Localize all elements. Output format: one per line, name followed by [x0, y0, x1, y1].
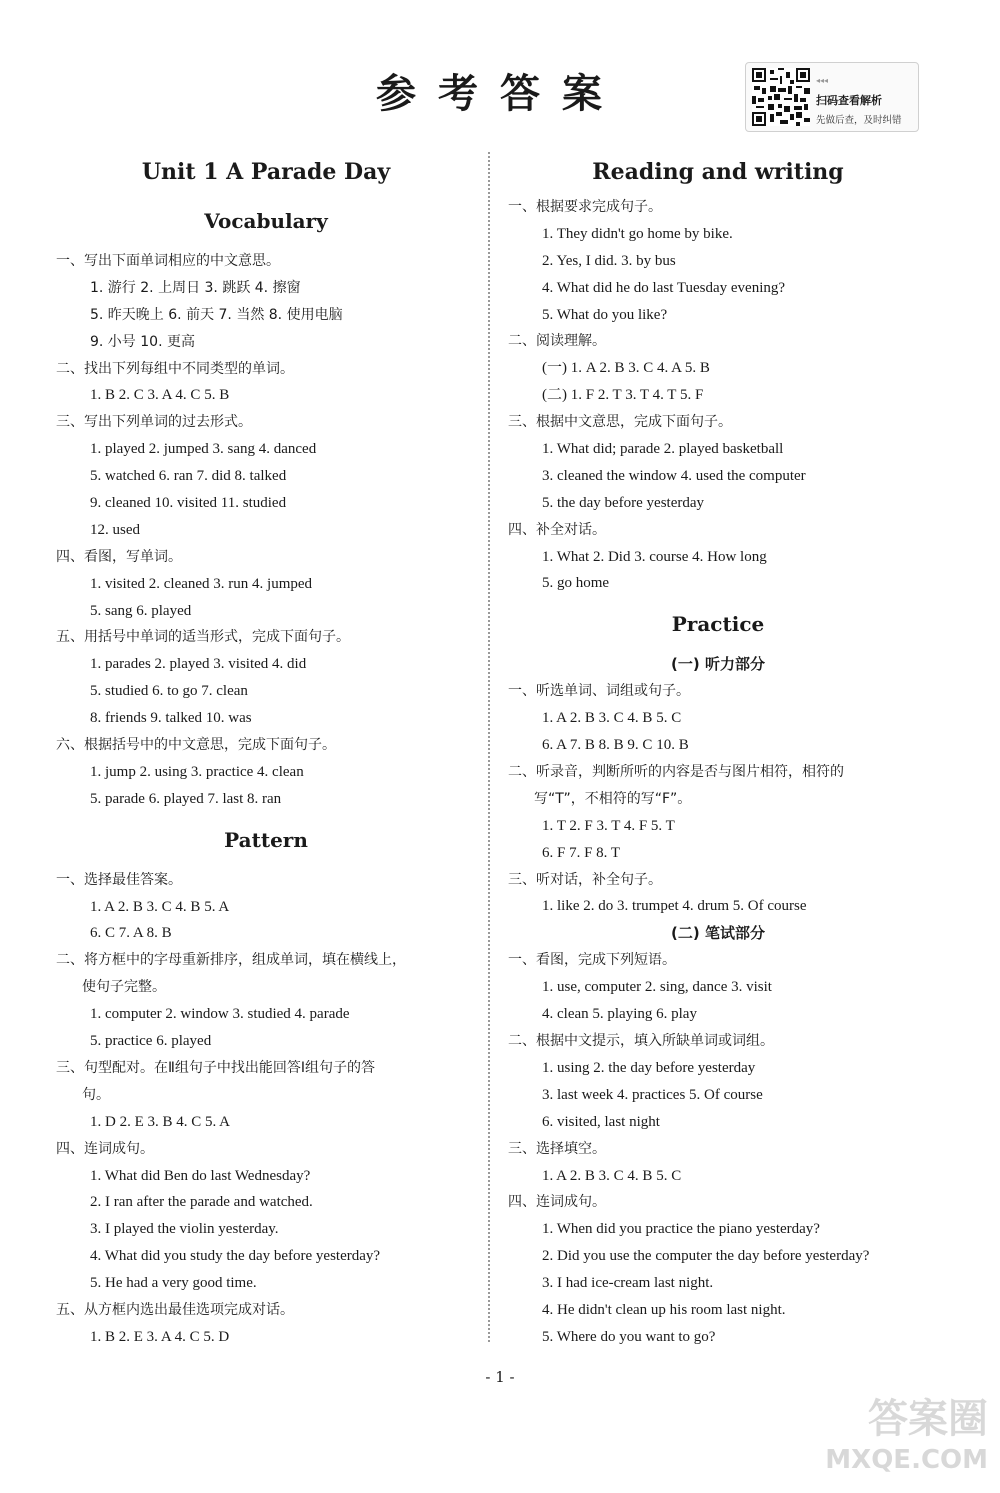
- answer-line: 5. sang 6. played: [90, 602, 192, 619]
- answer-line: 1. parades 2. played 3. visited 4. did: [90, 656, 307, 673]
- answer-line: 9. cleaned 10. visited 11. studied: [90, 495, 287, 512]
- unit-title: Unit 1 A Parade Day: [141, 159, 391, 185]
- answer-line: 5. He had a very good time.: [90, 1275, 257, 1292]
- question-line: 二、将方框中的字母重新排序，组成单词，填在横线上，: [56, 952, 406, 969]
- answer-line: 1. A 2. B 3. C 4. B 5. C: [542, 710, 682, 727]
- question-line: 一、选择最佳答案。: [56, 871, 182, 888]
- answer-line: 5. watched 6. ran 7. did 8. talked: [90, 468, 287, 485]
- question-line: 四、看图，写单词。: [56, 548, 182, 565]
- page-number: - 1 -: [485, 1368, 515, 1386]
- practice-listening-lines: [508, 678, 928, 920]
- question-line: 四、连词成句。: [508, 1194, 606, 1211]
- answer-line: (一) 1. A 2. B 3. C 4. A 5. B: [542, 360, 710, 377]
- question-line: 四、补全对话。: [508, 521, 606, 538]
- question-line: 使句子完整。: [82, 979, 166, 996]
- practice-listening-title: (一) 听力部分: [671, 655, 765, 674]
- question-line: 四、连词成句。: [56, 1140, 154, 1157]
- section-title-reading: Reading and writing: [592, 159, 844, 185]
- answer-line: 1. like 2. do 3. trumpet 4. drum 5. Of course: [542, 898, 807, 915]
- answer-line: 1. A 2. B 3. C 4. B 5. A: [90, 898, 230, 915]
- column-divider: [488, 152, 490, 1342]
- answer-line: 1. use, computer 2. sing, dance 3. visit: [542, 979, 772, 996]
- question-line: 二、根据中文提示，填入所缺单词或词组。: [508, 1033, 774, 1050]
- answer-line: 6. F 7. F 8. T: [542, 844, 621, 861]
- answer-line: 5. the day before yesterday: [542, 494, 705, 511]
- question-line: 三、写出下列单词的过去形式。: [56, 414, 252, 431]
- question-line: 二、阅读理解。: [508, 333, 606, 350]
- answer-line: 8. friends 9. talked 10. was: [90, 710, 252, 727]
- answer-line: 3. I had ice-cream last night.: [542, 1275, 714, 1292]
- answer-line: 4. He didn't clean up his room last night.: [542, 1301, 786, 1318]
- answer-line: 5. 昨天晚上 6. 前天 7. 当然 8. 使用电脑: [90, 306, 343, 323]
- qr-caption: 扫码查看解析: [816, 94, 882, 107]
- answer-line: 4. What did he do last Tuesday evening?: [542, 279, 786, 296]
- question-line: 写“T”，不相符的写“F”。: [534, 790, 692, 807]
- watermark-logo: 答案圈 MXQE.COM: [825, 1396, 988, 1475]
- answer-line: 1. What did; parade 2. played basketball: [542, 441, 784, 458]
- question-line: 六、根据括号中的中文意思，完成下面句子。: [56, 737, 336, 754]
- answer-line: 1. jump 2. using 3. practice 4. clean: [90, 763, 304, 780]
- answer-line: 6. visited, last night: [542, 1113, 660, 1130]
- answer-line: 6. C 7. A 8. B: [90, 925, 172, 942]
- answer-line: 1. visited 2. cleaned 3. run 4. jumped: [90, 575, 313, 592]
- section-title-pattern: Pattern: [224, 827, 308, 852]
- answer-line: 5. practice 6. played: [90, 1033, 212, 1050]
- answer-line: 1. using 2. the day before yesterday: [542, 1059, 756, 1076]
- answer-line: 1. B 2. C 3. A 4. C 5. B: [90, 387, 230, 404]
- answer-line: 2. Did you use the computer the day before yesterday?: [542, 1248, 870, 1265]
- answer-line: 5. parade 6. played 7. last 8. ran: [90, 790, 282, 807]
- answer-line: 12. used: [90, 521, 140, 538]
- question-line: 五、用括号中单词的适当形式，完成下面句子。: [56, 629, 350, 646]
- answer-line: 4. clean 5. playing 6. play: [542, 1006, 697, 1023]
- reading-lines: [508, 194, 928, 597]
- question-line: 一、根据要求完成句子。: [508, 199, 662, 215]
- question-line: 一、写出下面单词相应的中文意思。: [56, 253, 280, 269]
- answer-line: 1. D 2. E 3. B 4. C 5. A: [90, 1113, 231, 1130]
- qr-code-icon[interactable]: [752, 68, 810, 126]
- answer-line: 1. When did you practice the piano yesterday?: [542, 1221, 820, 1238]
- answer-line: 4. What did you study the day before yesterday?: [90, 1248, 381, 1265]
- answer-line: 5. Where do you want to go?: [542, 1328, 716, 1345]
- answer-line: 1. played 2. jumped 3. sang 4. danced: [90, 441, 317, 458]
- left-column: [56, 150, 476, 1351]
- answer-line: 1. What 2. Did 3. course 4. How long: [542, 548, 767, 565]
- question-line: 三、句型配对。在Ⅱ组句子中找出能回答Ⅰ组句子的答: [56, 1059, 376, 1076]
- question-line: 二、听录音，判断所听的内容是否与图片相符，相符的: [508, 764, 844, 781]
- question-line: 三、根据中文意思，完成下面句子。: [508, 414, 732, 431]
- section-title-vocabulary: Vocabulary: [204, 209, 328, 233]
- right-column: [508, 150, 928, 1351]
- question-line: 二、找出下列每组中不同类型的单词。: [56, 360, 294, 377]
- answer-line: 2. Yes, I did. 3. by bus: [542, 252, 676, 269]
- question-line: 句。: [82, 1086, 110, 1103]
- answer-line: 2. I ran after the parade and watched.: [90, 1194, 313, 1211]
- practice-writing-lines: [508, 947, 928, 1350]
- page-title: 参考答案: [376, 70, 624, 117]
- answer-line: 1. computer 2. window 3. studied 4. parade: [90, 1006, 350, 1023]
- answer-line: 1. B 2. E 3. A 4. C 5. D: [90, 1328, 230, 1345]
- answer-line: 1. 游行 2. 上周日 3. 跳跃 4. 擦窗: [90, 279, 301, 296]
- answer-line: (二) 1. F 2. T 3. T 4. T 5. F: [542, 387, 704, 404]
- qr-arrows: ◂◂◂: [816, 76, 829, 85]
- answer-line: 3. last week 4. practices 5. Of course: [542, 1086, 763, 1103]
- answer-line: 5. What do you like?: [542, 306, 668, 323]
- qr-subcaption: 先做后查，及时纠错: [816, 115, 902, 126]
- answer-line: 1. T 2. F 3. T 4. F 5. T: [542, 817, 675, 834]
- question-line: 三、听对话，补全句子。: [508, 871, 662, 888]
- question-line: 三、选择填空。: [508, 1140, 606, 1157]
- answer-line: 3. cleaned the window 4. used the computer: [542, 467, 806, 484]
- pattern-lines: [56, 867, 476, 1351]
- answer-line: 5. go home: [542, 575, 610, 592]
- answer-line: 3. I played the violin yesterday.: [90, 1221, 279, 1238]
- section-title-practice: Practice: [671, 612, 765, 637]
- question-line: 一、看图，完成下列短语。: [508, 952, 676, 969]
- answer-line: 6. A 7. B 8. B 9. C 10. B: [542, 737, 689, 754]
- question-line: 五、从方框内选出最佳选项完成对话。: [56, 1301, 294, 1318]
- vocabulary-lines: [56, 248, 476, 813]
- question-line: 一、听选单词、词组或句子。: [508, 683, 690, 700]
- answer-line: 1. A 2. B 3. C 4. B 5. C: [542, 1167, 682, 1184]
- qr-code-panel[interactable]: [745, 62, 919, 132]
- answer-line: 5. studied 6. to go 7. clean: [90, 683, 248, 700]
- answer-line: 9. 小号 10. 更高: [90, 333, 195, 350]
- answer-line: 1. They didn't go home by bike.: [542, 225, 733, 242]
- practice-writing-title: (二) 笔试部分: [671, 924, 765, 943]
- answer-line: 1. What did Ben do last Wednesday?: [90, 1167, 311, 1184]
